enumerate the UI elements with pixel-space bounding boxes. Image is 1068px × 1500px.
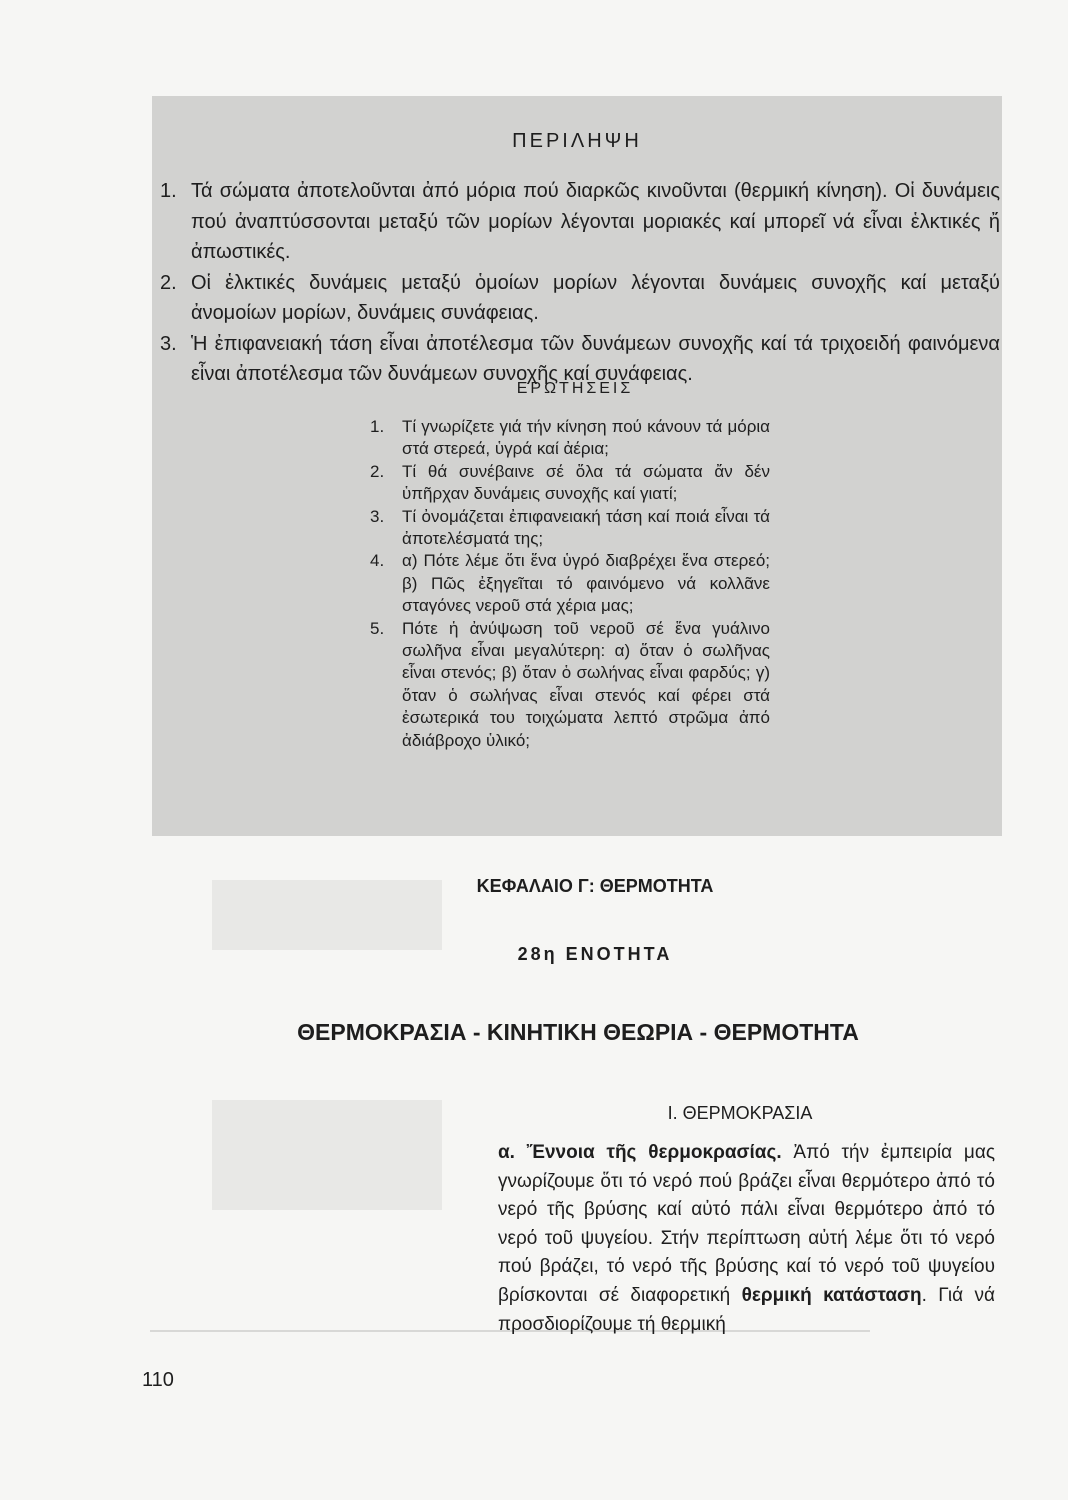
summary-item-number: 3.: [160, 332, 177, 355]
unit-heading: 28η ΕΝΟΤΗΤΑ: [517, 944, 673, 964]
question-text: α) Πότε λέμε ὅτι ἕνα ὑγρό διαβρέχει ἕνα στερεό; β) Πῶς ἐξηγεῖται τό φαινόμενο νά κολλᾶνε σταγόνες νεροῦ στά χέρια μας;: [402, 551, 770, 616]
paragraph-lead: α. Ἔννοια τῆς θερμοκρασίας.: [498, 1142, 782, 1163]
question-number: 5.: [370, 618, 385, 638]
page-number: 110: [142, 1369, 174, 1391]
question-item: [370, 618, 770, 752]
paragraph-text-end: . Γιά νά προσδιορίζουμε τή θερμική: [498, 1284, 995, 1335]
body-paragraph: [498, 1139, 995, 1339]
question-number: 2.: [370, 461, 385, 481]
summary-item: [160, 176, 1000, 268]
summary-item-number: 2.: [160, 271, 177, 294]
summary-item-text: Ἡ ἐπιφανειακή τάση εἶναι ἀποτέλεσμα τῶν δυνάμεων συνοχῆς καί τά τριχοειδή φαινόμενα εἶναι ἀποτέλεσμα τῶν δυνάμεων συνοχῆς καί συνάφειας.: [191, 332, 1000, 385]
paragraph-term: θερμική κατάσταση: [741, 1284, 922, 1306]
question-item: [370, 550, 770, 617]
question-item: [370, 461, 770, 506]
summary-item-number: 1.: [160, 180, 177, 202]
question-item: [370, 506, 770, 551]
question-number: 4.: [370, 551, 385, 571]
summary-title: ΠΕΡΙΛΗΨΗ: [512, 130, 642, 152]
chapter-heading: ΚΕΦΑΛΑΙΟ Γ: ΘΕΡΜΟΤΗΤΑ: [476, 876, 714, 896]
paragraph-text: Ἀπό τήν ἐμπειρία μας γνωρίζουμε ὅτι τό νερό πού βράζει εἶναι θερμότερο ἀπό τό νερό τῆς βρύσης καί αὐτό πάλι εἶναι θερμότερο ἀπό τό νερό τοῦ ψυγείου. Στήν περίπτωση αὐτή λέμε ὅτι τό νερό πού βράζει, τό νερό τῆς βρύσης καί τό νερό τοῦ ψυγείου βρίσκονται σέ διαφορετική: [498, 1142, 995, 1306]
summary-item-text: Οἱ ἑλκτικές δυνάμεις μεταξύ ὁμοίων μορίων λέγονται δυνάμεις συνοχῆς καί μεταξύ ἀνομοίων μορίων, δυνάμεις συνάφειας.: [191, 271, 1000, 324]
question-number: 1.: [370, 417, 385, 436]
questions-list: [370, 416, 770, 752]
question-text: Τί θά συνέβαινε σέ ὅλα τά σώματα ἄν δέν ὑπῆρχαν δυνάμεις συνοχῆς καί γιατί;: [402, 461, 770, 504]
question-text: Τί γνωρίζετε γιά τήν κίνηση πού κάνουν τά μόρια στά στερεά, ὑγρά καί ἀέρια;: [402, 417, 770, 459]
question-number: 3.: [370, 506, 385, 526]
question-text: Τί ὀνομάζεται ἐπιφανειακή τάση καί ποιά εἶναι τά ἀποτελέσματά της;: [402, 506, 770, 549]
summary-list: [160, 176, 1000, 390]
bleed-through-figure-lower: [212, 1100, 442, 1210]
summary-item-text: Τά σώματα ἀποτελοῦνται ἀπό μόρια πού διαρκῶς κινοῦνται (θερμική κίνηση). Οἱ δυνάμεις πού ἀναπτύσσονται μεταξύ τῶν μορίων λέγονται μοριακές καί μπορεῖ νά εἶναι ἑλκτικές ἤ ἀπωστικές.: [191, 180, 1000, 263]
questions-title: ΕΡΩΤΗΣΕΙΣ: [516, 380, 634, 397]
section-heading: I. ΘΕΡΜΟΚΡΑΣΙΑ: [667, 1103, 813, 1123]
question-item: [370, 416, 770, 461]
question-text: Πότε ἡ ἀνύψωση τοῦ νεροῦ σέ ἕνα γυάλινο σωλῆνα εἶναι μεγαλύτερη: α) ὅταν ὁ σωλῆνας εἶναι στενός; β) ὅταν ὁ σωλήνας εἶναι φαρδύς; γ) ὅταν ὁ σωλήνας εἶναι στενός καί φέρει στά ἐσωτερικά του τοιχώματα λεπτό στρῶμα ἀπό ἀδιάβροχο ὑλικό;: [402, 618, 770, 750]
summary-item: [160, 268, 1000, 329]
main-title: ΘΕΡΜΟΚΡΑΣΙΑ - ΚΙΝΗΤΙΚΗ ΘΕΩΡΙΑ - ΘΕΡΜΟΤΗΤΑ: [297, 1019, 859, 1045]
